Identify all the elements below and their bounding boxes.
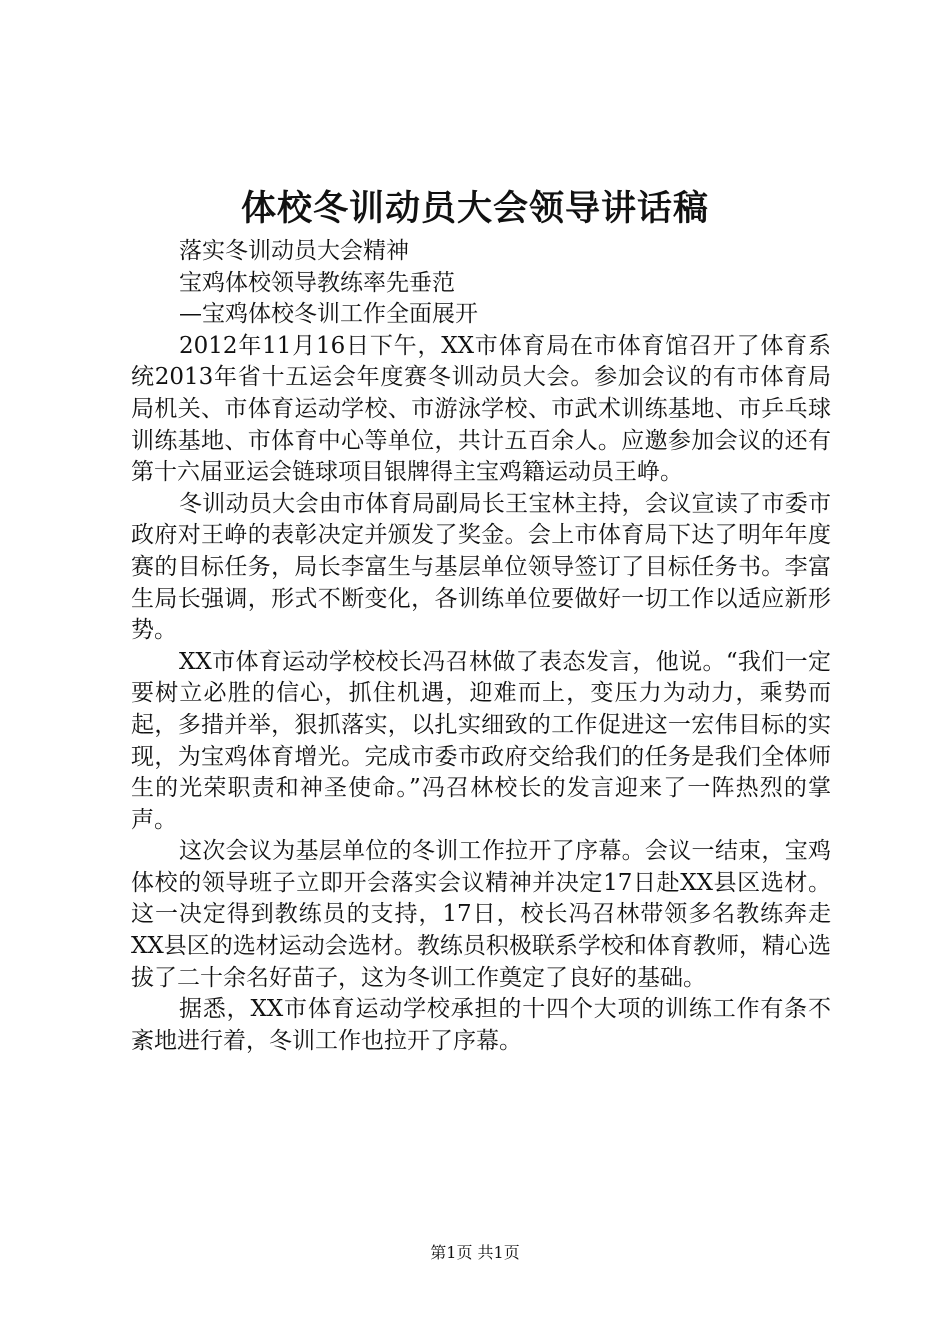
document-title: 体校冬训动员大会领导讲话稿 [240, 188, 709, 229]
subtitle-line: —宝鸡体校冬训工作全面展开 [179, 301, 478, 328]
subtitle-line: 宝鸡体校领导教练率先垂范 [179, 269, 455, 296]
body-paragraph: XX市体育运动学校校长冯召林做了表态发言，他说。“我们一定要树立必胜的信心，抓住机遇，迎难而上，变压力为动力，乘势而起，多措并举，狠抓落实，以扎实细致的工作促进这一宏伟目标的实现，为宝鸡体育增光。完成市委市政府交给我们的任务是我们全体师生的光荣职责和神圣使命。”冯召林校长的发言迎来了一阵热烈的掌声。 [131, 648, 831, 833]
body-paragraph: 2012年11月16日下午，XX市体育局在市体育馆召开了体育系统2013年省十五运会年度赛冬训动员大会。参加会议的有市体育局局机关、市体育运动学校、市游泳学校、市武术训练基地、市乒乓球训练基地、市体育中心等单位，共计五百余人。应邀参加会议的还有第十六届亚运会链球项目银牌得主宝鸡籍运动员王峥。 [131, 332, 831, 486]
body-paragraph: 这次会议为基层单位的冬训工作拉开了序幕。会议一结束，宝鸡体校的领导班子立即开会落实会议精神并决定17日赴XX县区选材。这一决定得到教练员的支持，17日，校长冯召林带领多名教练奔走XX县区的选材运动会选材。教练员积极联系学校和体育教师，精心选拔了二十余名好苗子，这为冬训工作奠定了良好的基础。 [131, 838, 831, 991]
document-body [131, 236, 831, 1057]
page-footer: 第1页 共1页 [430, 1243, 520, 1262]
subtitle-line: 落实冬训动员大会精神 [179, 238, 409, 264]
body-paragraph: 冬训动员大会由市体育局副局长王宝林主持，会议宣读了市委市政府对王峥的表彰决定并颁发了奖金。会上市体育局下达了明年年度赛的目标任务，局长李富生与基层单位领导签订了目标任务书。李富生局长强调，形式不断变化，各训练单位要做好一切工作以适应新形势。 [131, 490, 831, 644]
body-paragraph: 据悉，XX市体育运动学校承担的十四个大项的训练工作有条不紊地进行着，冬训工作也拉开了序幕。 [131, 996, 831, 1054]
